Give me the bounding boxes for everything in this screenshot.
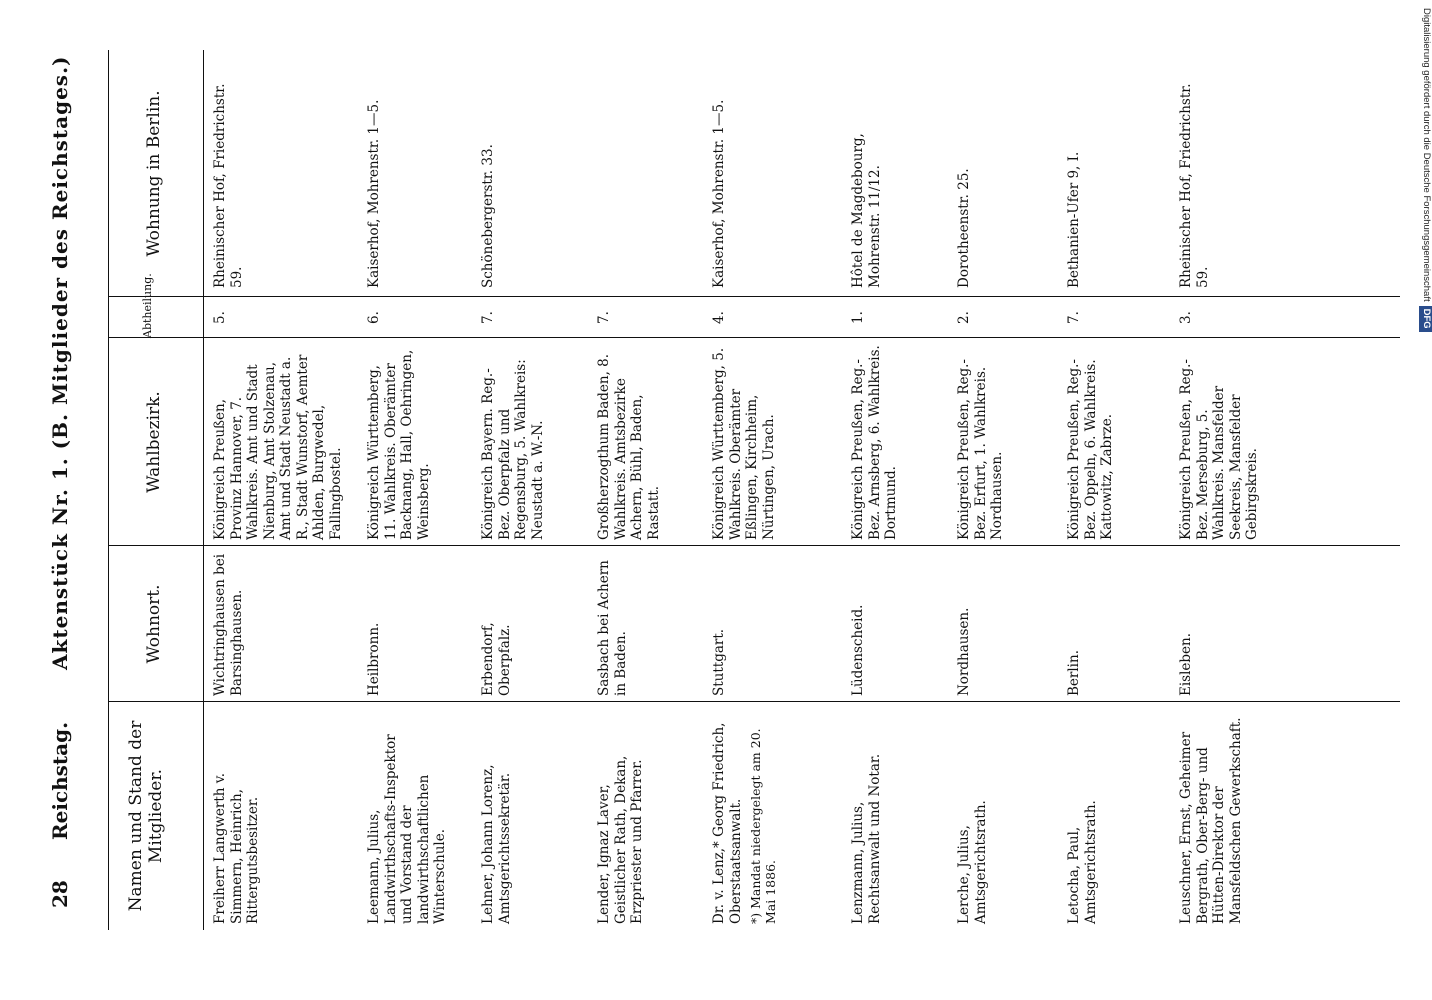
member-wahlbezirk: Großherzogthum Baden, 8. Wahlkreis. Amtsbezirke Achern, Bühl, Baden, Rastatt. [596,353,662,540]
member-name: Dr. v. Lenz,* Georg Friedrich, Oberstaatsanwalt. [711,722,744,924]
col-divider [108,701,1400,702]
col-header-wahlbezirk: Wahlbezirk. [144,391,164,493]
col-header-name: Namen und Stand der Mitglieder. [126,720,166,912]
dfg-logo: DFG [1419,306,1432,332]
member-name: Freiherr Langwerth v. Simmern, Heinrich, Rittergutsbesitzer. [212,772,261,924]
digitization-credit [1419,8,1432,438]
member-footnote: *) Mandat niedergelegt am 20. Mai 1886. [748,728,778,924]
member-wohnort: Stuttgart. [711,628,727,696]
member-wahlbezirk: Königreich Württemberg, 11. Wahlkreis. Oberämter Backnang, Hall, Oehringen, Weinsberg. [366,349,432,540]
member-name: Lender, Ignaz Laver, Geistlicher Rath, Dekan, Erzpriester und Pfarrer. [596,755,645,924]
member-name: Lehner, Johann Lorenz, Amtsgerichtssekretär. [480,764,513,924]
member-wohnung: Rheinischer Hof, Friedrichstr. 59. [212,83,245,288]
digitization-credit-text: Digitalisierung gefördert durch die Deutsche Forschungsgemeinschaft [1421,8,1432,302]
member-name: Letocha, Paul, Amtsgerichtsrath. [1066,800,1099,924]
member-name: Leemann, Julius, Landwirthschafts-Inspektor und Vorstand der landwirthschaftlichen Winterschule. [366,734,448,924]
member-abtheilung: 5. [212,311,228,324]
col-header-wohnung: Wohnung in Berlin. [144,90,164,257]
member-name: Lenzmann, Julius, Rechtsanwalt und Notar. [850,753,883,924]
member-wohnort: Eisleben. [1178,632,1194,696]
header-title: Aktenstück Nr. 1. (B. Mitglieder des Reichstages.) [48,55,72,670]
member-wohnung: Kaiserhof, Mohrenstr. 1—5. [366,99,382,288]
col-header-abtheilung: Abtheilung. [141,273,154,338]
member-wahlbezirk: Königreich Bayern. Reg.-Bez. Oberpfalz und Regensburg, 5. Wahlkreis: Neustadt a. W.-N. [480,359,546,540]
member-wohnort: Lüdenscheid. [850,604,866,696]
col-header-wohnort: Wohnort. [144,584,164,664]
col-divider [108,337,1400,338]
member-wahlbezirk: Königreich Preußen, Provinz Hannover, 7. Wahlkreis. Amt und Stadt Nienburg, Amt Stolzenau, Amt und Stadt Neustadt a. R., Stadt Wunstorf, Aemter Ahlden, Burgwedel, Fallingbostel. [212,354,344,540]
member-wohnort: Sasbach bei Achern in Baden. [596,560,629,696]
member-abtheilung: 7. [1066,311,1082,324]
member-wahlbezirk: Königreich Württemberg, 5. Wahlkreis. Oberämter Eßlingen, Kirchheim, Nürtingen, Urach. [711,347,777,540]
member-wohnung: Rheinischer Hof, Friedrichstr. 59. [1178,83,1211,288]
member-wahlbezirk: Königreich Preußen, Reg.-Bez. Oppeln, 6. Wahlkreis. Kattowitz, Zabrze. [1066,359,1115,540]
member-wohnung: Schönebergerstr. 33. [480,144,496,288]
member-abtheilung: 3. [1178,311,1194,324]
header-bottom-rule [203,50,204,930]
member-wohnung: Hôtel de Magdebourg, Mohrenstr. 11/12. [850,133,883,288]
member-wahlbezirk: Königreich Preußen, Reg.-Bez. Merseburg, 5. Wahlkreis. Mansfelder Seekreis, Mansfelder Gebirgskreis. [1178,359,1260,540]
member-wohnort: Heilbronn. [366,622,382,696]
member-wohnort: Wichtringhausen bei Barsinghausen. [212,553,245,696]
member-abtheilung: 4. [711,311,727,324]
member-abtheilung: 6. [366,311,382,324]
member-wohnort: Nordhausen. [956,607,972,696]
member-wohnort: Berlin. [1066,650,1082,696]
col-divider [108,296,1400,297]
member-wohnung: Bethanien-Ufer 9, I. [1066,151,1082,288]
page-number: 28 [48,880,72,908]
member-wohnung: Dorotheenstr. 25. [956,168,972,288]
member-name: Lerche, Julius, Amtsgerichtsrath. [956,800,989,924]
member-abtheilung: 2. [956,311,972,324]
member-wohnung: Kaiserhof, Mohrenstr. 1—5. [711,99,727,288]
member-wahlbezirk: Königreich Preußen, Reg.-Bez. Erfurt, 1. Wahlkreis. Nordhausen. [956,359,1005,540]
header-left: Reichstag. [48,721,72,840]
member-wohnort: Erbendorf, Oberpfalz. [480,622,513,696]
member-wahlbezirk: Königreich Preußen, Reg.-Bez. Arnsberg, 6. Wahlkreis. Dortmund. [850,345,899,540]
member-abtheilung: 7. [480,311,496,324]
member-name: Leuschner, Ernst, Geheimer Bergrath, Ober-Berg- und Hütten-Direktor der Mansfeldschen Gewerkschaft. [1178,717,1244,924]
member-abtheilung: 1. [850,311,866,324]
member-abtheilung: 7. [596,311,612,324]
col-divider [108,545,1400,546]
